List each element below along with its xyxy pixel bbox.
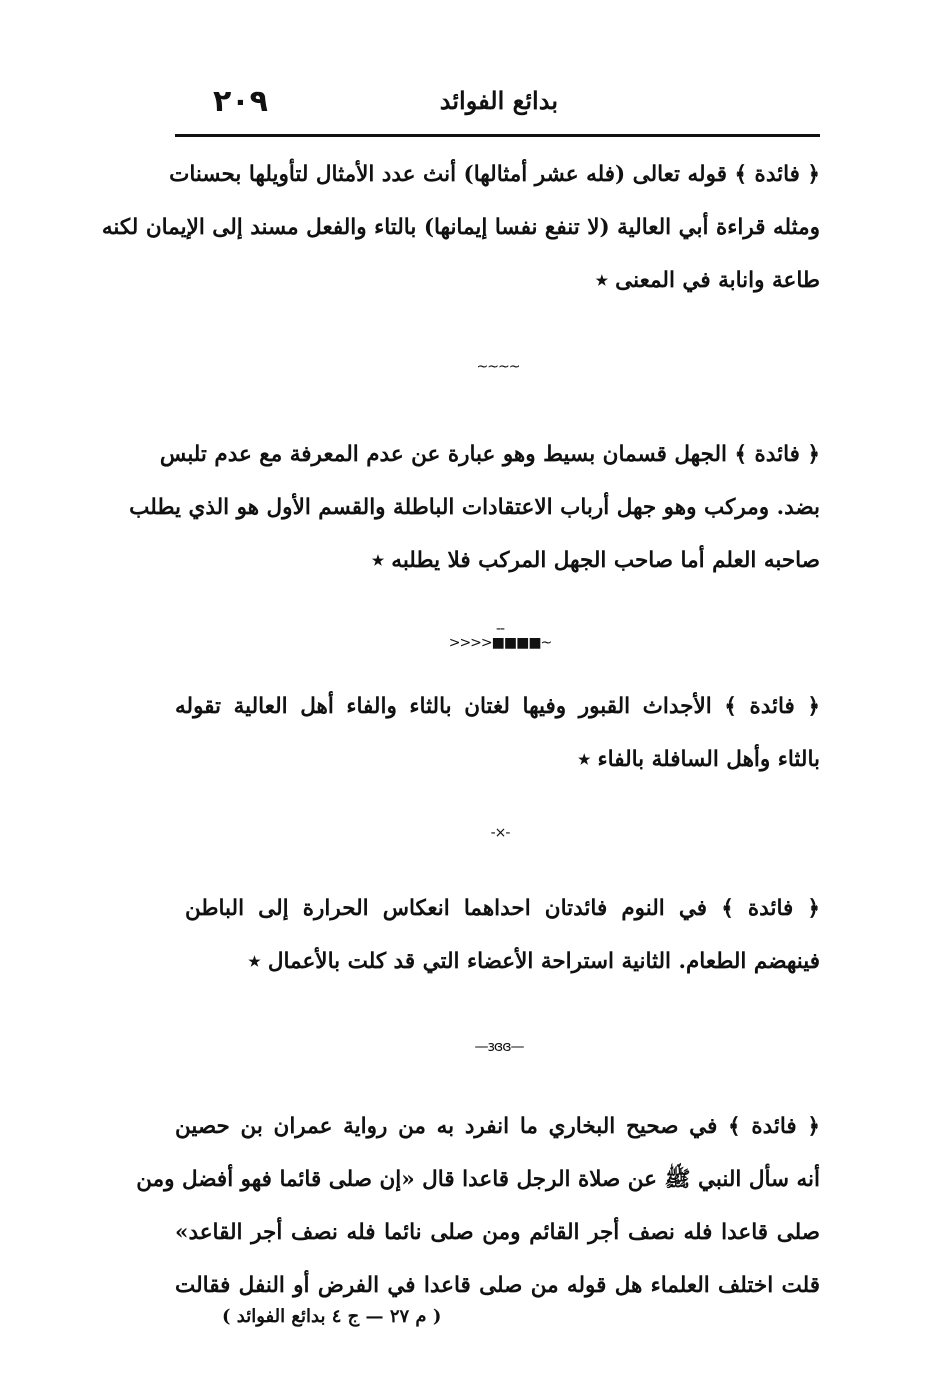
paragraph-line: ﴿ فائدة ﴾ في النوم فائدتان احداهما انعكاس الحرارة إلى الباطن — [185, 896, 820, 921]
paragraph-line: ﴿ فائدة ﴾ الجهل قسمان بسيط وهو عبارة عن عدم المعرفة مع عدم تلبس — [159, 442, 820, 467]
paragraph-1 — [101, 148, 820, 307]
section-divider-4: —ɜɞɞ— — [474, 1039, 524, 1055]
running-title: بدائع الفوائد — [439, 86, 558, 115]
paragraph-3 — [175, 680, 820, 786]
paragraph-line: قلت اختلف العلماء هل قوله من صلى قاعدا في الفرض أو النفل فقالت — [175, 1273, 820, 1298]
paragraph-line: صاحبه العلم أما صاحب الجهل المركب فلا يطلبه ٭ — [372, 548, 820, 573]
paragraph-5 — [136, 1100, 820, 1312]
page-header — [175, 80, 820, 134]
paragraph-line: بالثاء وأهل السافلة بالفاء ٭ — [578, 747, 820, 772]
section-divider-2: -->>>>■■■■~ — [448, 621, 552, 651]
paragraph-2 — [129, 428, 820, 587]
paragraph-line: فينهضم الطعام. الثانية استراحة الأعضاء التي قد كلت بالأعمال ٭ — [248, 949, 820, 974]
section-divider-1: ~~~~ — [476, 359, 520, 375]
paragraph-line: طاعة وانابة في المعنى ٭ — [595, 268, 820, 293]
paragraph-line: ﴿ فائدة ﴾ الأجداث القبور وفيها لغتان بالثاء والفاء أهل العالية تقوله — [175, 694, 820, 719]
paragraph-4 — [185, 882, 820, 988]
paragraph-line: أنه سأل النبي ﷺ عن صلاة الرجل قاعدا قال «إن صلى قائما فهو أفضل ومن — [136, 1167, 820, 1192]
header-rule — [175, 134, 820, 137]
page-number: ٢٠٩ — [213, 84, 268, 119]
paragraph-line: ﴿ فائدة ﴾ قوله تعالى (فله عشر أمثالها) أنث عدد الأمثال لتأويلها بحسنات — [169, 162, 820, 187]
signature-mark: ( م ٢٧ — ج ٤ بدائع الفوائد ) — [222, 1306, 442, 1327]
paragraph-line: ﴿ فائدة ﴾ في صحيح البخاري ما انفرد به من رواية عمران بن حصين — [175, 1114, 820, 1139]
section-divider-3: -×- — [490, 825, 510, 841]
paragraph-line: صلى قاعدا فله نصف أجر القائم ومن صلى نائما فله نصف أجر القاعد» — [175, 1220, 820, 1245]
paragraph-line: بضد. ومركب وهو جهل أرباب الاعتقادات الباطلة والقسم الأول هو الذي يطلب — [129, 495, 820, 520]
paragraph-line: ومثله قراءة أبي العالية (لا تنفع نفسا إيمانها) بالتاء والفعل مسند إلى الإيمان لكنه — [101, 215, 820, 240]
